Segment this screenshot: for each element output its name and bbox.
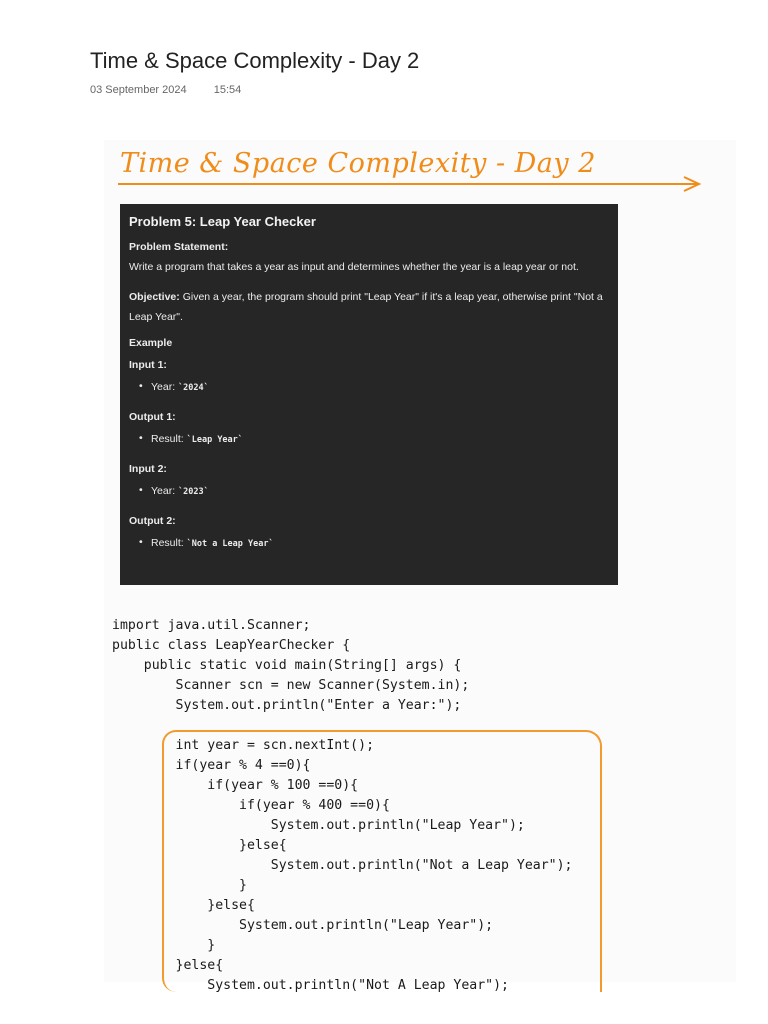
code-line: } — [112, 878, 247, 893]
list-item: • Result: `Not a Leap Year` — [141, 537, 609, 549]
code-line: int year = scn.nextInt(); — [112, 738, 375, 753]
code-line: if(year % 400 ==0){ — [112, 798, 390, 813]
input-1-label: Input 1: — [129, 359, 167, 371]
problem-heading: Problem 5: Leap Year Checker — [129, 214, 316, 229]
underline-arrow-icon — [104, 140, 736, 200]
page-meta — [90, 84, 265, 96]
code-line: System.out.println("Leap Year"); — [112, 918, 494, 933]
code-line: System.out.println("Enter a Year:"); — [112, 698, 462, 713]
code-line: public class LeapYearChecker { — [112, 638, 351, 653]
code-line: System.out.println("Not a Leap Year"); — [112, 858, 573, 873]
list-item: • Result: `Leap Year` — [141, 433, 609, 445]
code-block — [112, 616, 573, 996]
problem-card — [120, 204, 618, 585]
code-line: }else{ — [112, 958, 224, 973]
code-line: public static void main(String[] args) { — [112, 658, 462, 673]
handwritten-title: Time & Space Complexity - Day 2 — [120, 148, 596, 179]
code-line: }else{ — [112, 838, 287, 853]
code-line: }else{ — [112, 898, 255, 913]
objective-text: Given a year, the program should print "Leap Year" if it's a leap year, otherwise print "Not a Leap Year". — [129, 291, 603, 323]
list-item: • Year: `2024` — [141, 381, 609, 393]
code-line: System.out.println("Not A Leap Year"); — [112, 978, 509, 993]
code-line: import java.util.Scanner; — [112, 618, 311, 633]
page-date: 03 September 2024 — [90, 84, 187, 96]
code-line: if(year % 100 ==0){ — [112, 778, 359, 793]
list-item: • Year: `2023` — [141, 485, 609, 497]
code-line — [112, 716, 573, 736]
statement-label: Problem Statement: — [129, 241, 229, 253]
code-line: } — [112, 938, 216, 953]
code-line: Scanner scn = new Scanner(System.in); — [112, 678, 470, 693]
input-2-label: Input 2: — [129, 463, 167, 475]
objective-label: Objective: — [129, 291, 180, 303]
page-time: 15:54 — [213, 84, 242, 96]
objective — [129, 287, 609, 327]
example-label: Example — [129, 337, 173, 349]
code-line: System.out.println("Leap Year"); — [112, 818, 525, 833]
page-title: Time & Space Complexity - Day 2 — [90, 48, 420, 73]
note-image — [104, 140, 736, 993]
problem-statement: Write a program that takes a year as input and determines whether the year is a leap year or not. — [129, 261, 579, 273]
code-line: if(year % 4 ==0){ — [112, 758, 311, 773]
output-1-label: Output 1: — [129, 411, 176, 423]
output-2-label: Output 2: — [129, 515, 176, 527]
